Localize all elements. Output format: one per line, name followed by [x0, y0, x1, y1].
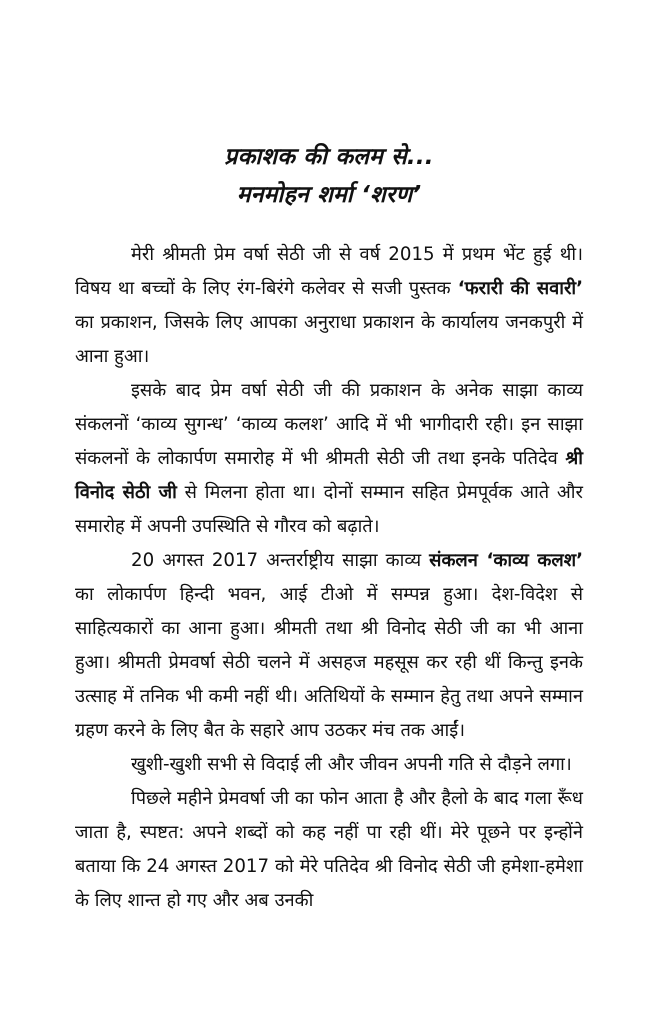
book-title-farari: ‘फरारी की सवारी’ [457, 278, 584, 299]
paragraph-4: खुशी-खुशी सभी से विदाई ली और जीवन अपनी गति से दौड़ने लगा। [131, 754, 572, 775]
name-vinod-sethi: श्री विनोद सेठी जी [75, 448, 583, 503]
paragraph-5: पिछले महीने प्रेमवर्षा जी का फोन आता है और हैलो के बाद गला रूँध जाता है, स्पष्टत: अपने शब्दों को कह नहीं पा रही थीं। मेरे पूछने पर इन्होंने बताया कि 24 अगस्त 2017 को मेरे पतिदेव श्री विनोद सेठी जी हमेशा-हमेशा के लिए शान्त हो गए और अब उनकी [75, 788, 583, 911]
paragraph-2-text-c: से मिलना होता था। दोनों सम्मान सहित प्रेमपूर्वक आते और समारोह में अपनी उपस्थिति से गौरव को बढ़ाते। [75, 482, 583, 537]
paragraph-3-text-a: 20 अगस्त 2017 अन्तर्राष्ट्रीय साझा काव्य [131, 550, 430, 571]
paragraph-2-text-a: इसके बाद प्रेम वर्षा सेठी जी की प्रकाशन के अनेक साझा काव्य संकलनों ‘काव्य सुगन्ध’ ‘काव्य कलश’ आदि में भी भागीदारी रही। इन साझा संकलनों के लोकार्पण समारोह में भी श्रीमती सेठी जी तथा इनके पतिदेव [75, 380, 583, 469]
paragraph-1 [75, 238, 583, 374]
paragraph-3-text-c: का लोकार्पण हिन्दी भवन, आई टीओ में सम्पन्न हुआ। देश-विदेश से साहित्यकारों का आना हुआ। श्रीमती तथा श्री विनोद सेठी जी का भी आना हुआ। श्रीमती प्रेमवर्षा सेठी चलने में असहज महसूस कर रही थीं किन्तु इनके उत्साह में तनिक भी कमी नहीं थी। अतिथियों के सम्मान हेतु तथा अपने सम्मान ग्रहण करने के लिए बैत के सहारे आप उठकर मंच तक आईं। [75, 584, 583, 741]
author-name: मनमोहन शर्मा ‘शरण’ [236, 182, 422, 208]
page-title: प्रकाशक की कलम से... [224, 144, 434, 170]
paragraph-1-text-a: मेरी श्रीमती प्रेम वर्षा सेठी जी से वर्ष 2015 में प्रथम भेंट हुई थी। विषय था बच्चों के लिए रंग-बिरंगे कलेवर से सजी पुस्तक [75, 244, 583, 299]
paragraph-2 [75, 374, 583, 544]
paragraph-3 [75, 544, 583, 748]
paragraph-1-text-c: का प्रकाशन, जिसके लिए आपका अनुराधा प्रकाशन के कार्यालय जनकपुरी में आना हुआ। [75, 312, 583, 367]
body-text [75, 238, 583, 918]
anthology-kavya-kalash: संकलन ‘काव्य कलश’ [429, 550, 583, 571]
